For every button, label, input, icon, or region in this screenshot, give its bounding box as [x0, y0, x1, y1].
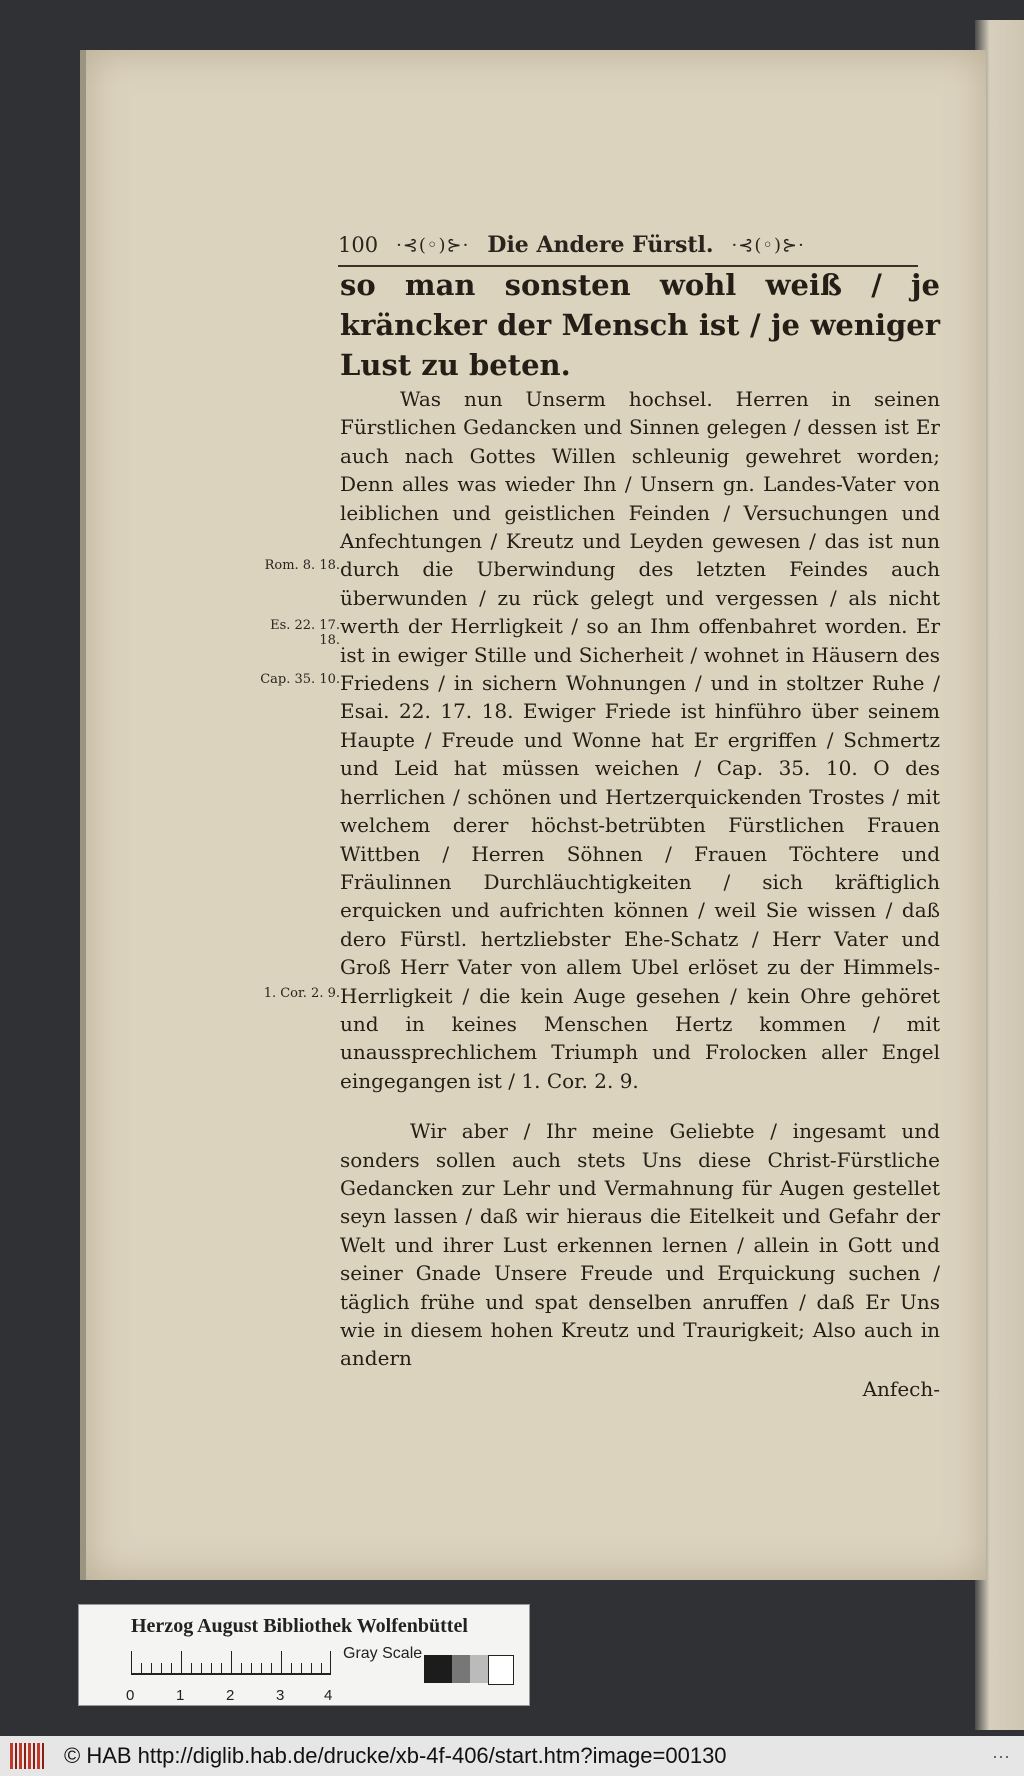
gray-scale-label: Gray Scale	[343, 1645, 423, 1662]
paragraph-3: Wir aber / Ihr meine Geliebte / ingesamt und sonders sollen auch stets Uns diese Christ-Fürstliche Gedancken zur Lehr und Vermahnung für Augen gestellet seyn lassen / daß wir hieraus die Eitelkeit und Gefahr der Welt und ihrer Lust erkennen lernen / allein in Gott und seiner Gnade Unsere Freude und Erquickung suchen / täglich frühe und spat denselben anruffen / daß Er Uns wie in diesem hohen Kreutz und Traurigkeit; Also auch in andern	[340, 1119, 940, 1371]
swatch-light	[470, 1655, 488, 1683]
swatch-gray	[452, 1655, 470, 1683]
page-header	[338, 225, 918, 267]
ruler-number-3: 3	[276, 1687, 285, 1704]
margin-note-cor: 1. Cor. 2. 9.	[263, 986, 340, 1001]
ruler-number-0: 0	[126, 1687, 135, 1704]
library-name: Herzog August Bibliothek Wolfenbüttel	[131, 1615, 468, 1637]
hab-logo-icon	[10, 1743, 46, 1769]
footer-link[interactable]: © HAB http://diglib.hab.de/drucke/xb-4f-406/start.htm?image=00130	[64, 1743, 727, 1768]
swatch-white	[488, 1655, 514, 1685]
page-number: 100	[338, 233, 379, 257]
viewer-footer	[0, 1736, 1024, 1776]
margin-note-esai: Es. 22. 17. 18.	[270, 618, 340, 648]
ruler-number-4: 4	[324, 1687, 333, 1704]
more-icon[interactable]: ···	[992, 1745, 1010, 1766]
color-target	[78, 1604, 530, 1706]
running-title: Die Andere Fürstl.	[487, 232, 714, 258]
header-ornament-left: ·⊰(◦)⊱·	[396, 234, 470, 256]
paragraph-2: Was nun Unserm hochsel. Herren in seinen Fürstlichen Gedancken und Sinnen gelegen / dessen ist Er auch nach Gottes Willen schleunig gewehret worden; Denn alles was wieder Ihn / Unsern gn. Landes-Vater von leiblichen und geistlichen Feinden / Versuchungen und Anfechtungen / Kreutz und Leyden gewesen / das ist nun durch die Uberwindung des letzten Feindes auch überwunden / zu rück gelegt und vergessen / als nicht werth der Herrligkeit / so an Ihm offenbahret worden. Er ist in ewiger Stille und Sicherheit / wohnet in Häusern des Friedens / in sichern Wohnungen / und in stoltzer Ruhe / Esai. 22. 17. 18. Ewiger Friede ist hinführo über seinem Haupte / Freude und Wonne hat Er ergriffen / Schmertz und Leid hat müssen weichen / Cap. 35. 10. O des herrlichen / schönen und Hertzerquickenden Trostes / mit welchem derer höchst-betrübten Fürstlichen Frauen Wittben / Herren Söhnen / Frauen Töchtere und Fräulinnen Durchläuchtigkeiten / sich kräftiglich erquicken und aufrichten können / weil Sie wissen / daß dero Fürstl. hertzliebster Ehe-Schatz / Herr Vater und Groß Herr Vater von allem Ubel erlöset zu der Himmels-Herrligkeit / die kein Auge gesehen / kein Ohre gehöret und in keines Menschen Hertz kommen / mit unaussprechlichem Triumph und Frolocken aller Engel eingegangen ist / 1. Cor. 2. 9.	[340, 387, 940, 1093]
scale-ruler	[131, 1651, 331, 1675]
margin-note-cap: Cap. 35. 10.	[260, 672, 340, 687]
header-ornament-right: ·⊰(◦)⊱·	[731, 234, 805, 256]
page-body	[340, 265, 940, 1403]
ruler-number-2: 2	[226, 1687, 235, 1704]
margin-note-rom: Rom. 8. 18.	[264, 558, 340, 573]
swatch-black	[424, 1655, 452, 1683]
ruler-number-1: 1	[176, 1687, 185, 1704]
paragraph-1: so man sonsten wohl weiß / je kräncker der Mensch ist / je weniger Lust zu beten.	[340, 268, 940, 382]
catchword: Anfech-	[862, 1376, 940, 1401]
